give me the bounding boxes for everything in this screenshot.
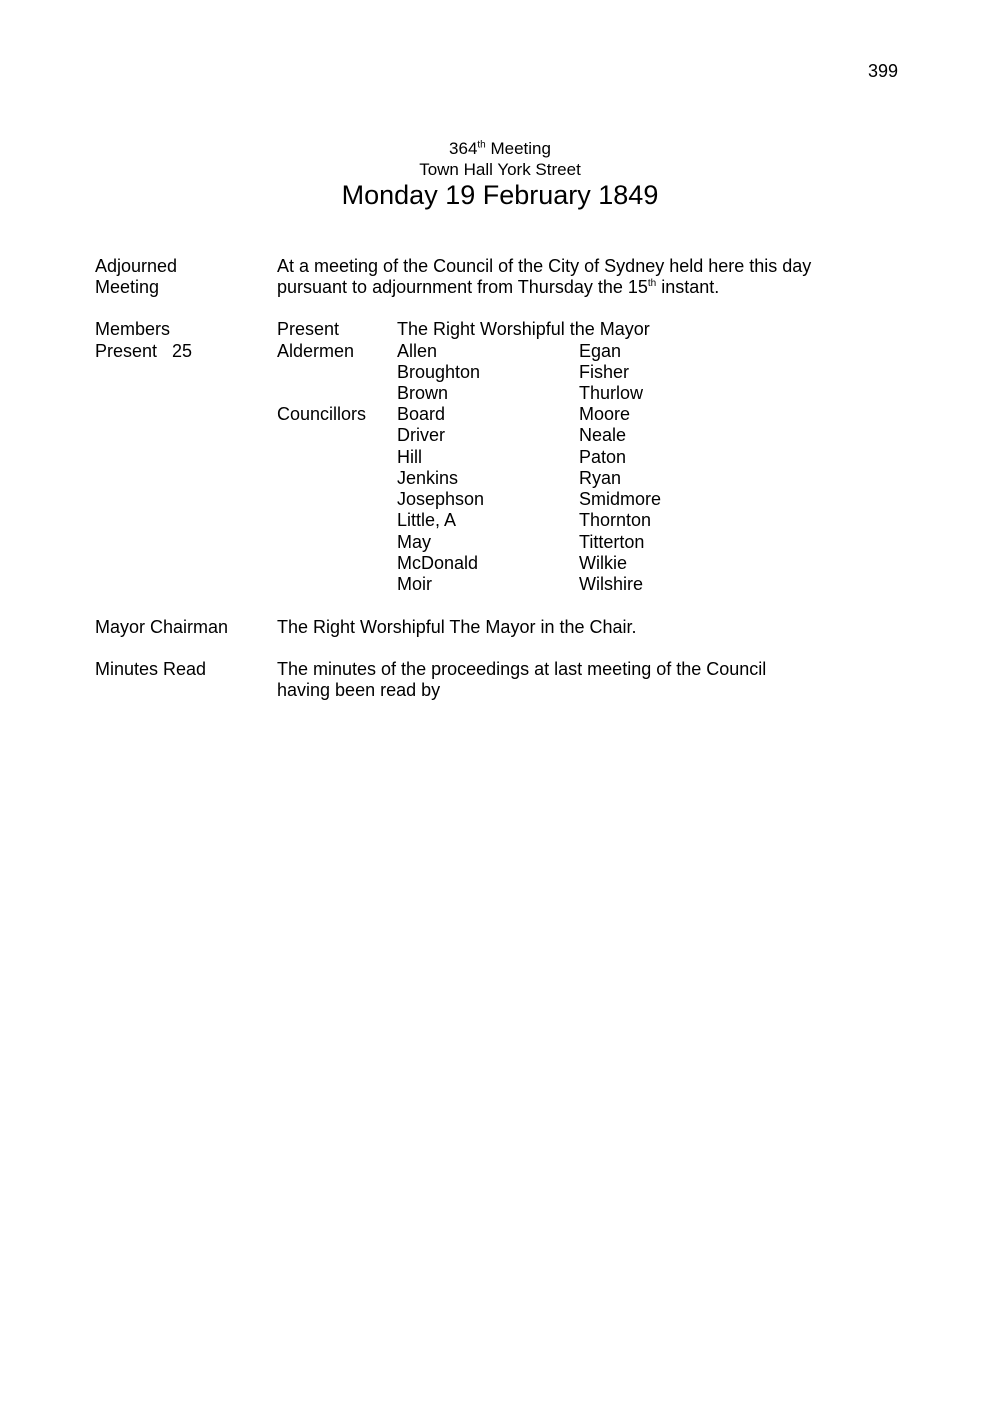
councillor-name: May [397, 532, 432, 552]
minutes-text-line2: having been read by [277, 680, 441, 700]
councillor-name: Moir [397, 574, 432, 594]
aldermen-label: Aldermen [277, 341, 355, 361]
councillor-name: Titterton [579, 532, 645, 552]
councillor-name: Paton [579, 447, 627, 467]
councillor-name: Ryan [579, 468, 622, 488]
minutes-text-line1: The minutes of the proceedings at last meeting of the Council [277, 659, 767, 679]
councillor-name: Little, A [397, 510, 457, 530]
adjourned-text-line1: At a meeting of the Council of the City of Sydney held here this day [277, 256, 812, 276]
meeting-word: Meeting [485, 139, 551, 158]
page-number: 399 [868, 61, 899, 81]
councillor-name: Moore [579, 404, 631, 424]
alderman-name: Egan [579, 341, 622, 361]
chairman-text: The Right Worshipful The Mayor in the Chair. [277, 617, 637, 637]
adjourned-label-line2: Meeting [95, 277, 160, 297]
meeting-number-suffix: th [477, 139, 486, 151]
councillor-name: Board [397, 404, 446, 424]
members-label-line2: Present 25 [95, 341, 193, 361]
members-label-line1: Members [95, 319, 171, 339]
councillor-name: Hill [397, 447, 422, 467]
alderman-name: Brown [397, 383, 449, 403]
chairman-label: Mayor Chairman [95, 617, 229, 637]
minutes-label: Minutes Read [95, 659, 207, 679]
adjourned-text-after: instant. [656, 277, 720, 297]
alderman-name: Broughton [397, 362, 481, 382]
councillor-name: Driver [397, 425, 445, 445]
adjourned-date-suffix: th [647, 278, 657, 289]
meeting-number-value: 364 [449, 139, 478, 158]
councillor-name: McDonald [397, 553, 479, 573]
councillor-name: Neale [579, 425, 627, 445]
councillor-name: Wilshire [579, 574, 644, 594]
meeting-number [0, 138, 1000, 159]
present-label: Present [277, 319, 340, 339]
councillor-name: Jenkins [397, 468, 459, 488]
alderman-name: Fisher [579, 362, 630, 382]
alderman-name: Allen [397, 341, 438, 361]
councillor-name: Thornton [579, 510, 652, 530]
meeting-venue: Town Hall York Street [419, 160, 581, 179]
adjourned-text-before: pursuant to adjournment from Thursday the 15 [277, 277, 648, 297]
councillor-name: Josephson [397, 489, 485, 509]
meeting-date: Monday 19 February 1849 [341, 180, 659, 210]
adjourned-text-line2 [277, 277, 719, 298]
adjourned-label-line1: Adjourned [95, 256, 178, 276]
present-value: The Right Worshipful the Mayor [397, 319, 650, 339]
councillor-name: Wilkie [579, 553, 627, 573]
councillor-name: Smidmore [579, 489, 662, 509]
alderman-name: Thurlow [579, 383, 644, 403]
councillors-label: Councillors [277, 404, 367, 424]
